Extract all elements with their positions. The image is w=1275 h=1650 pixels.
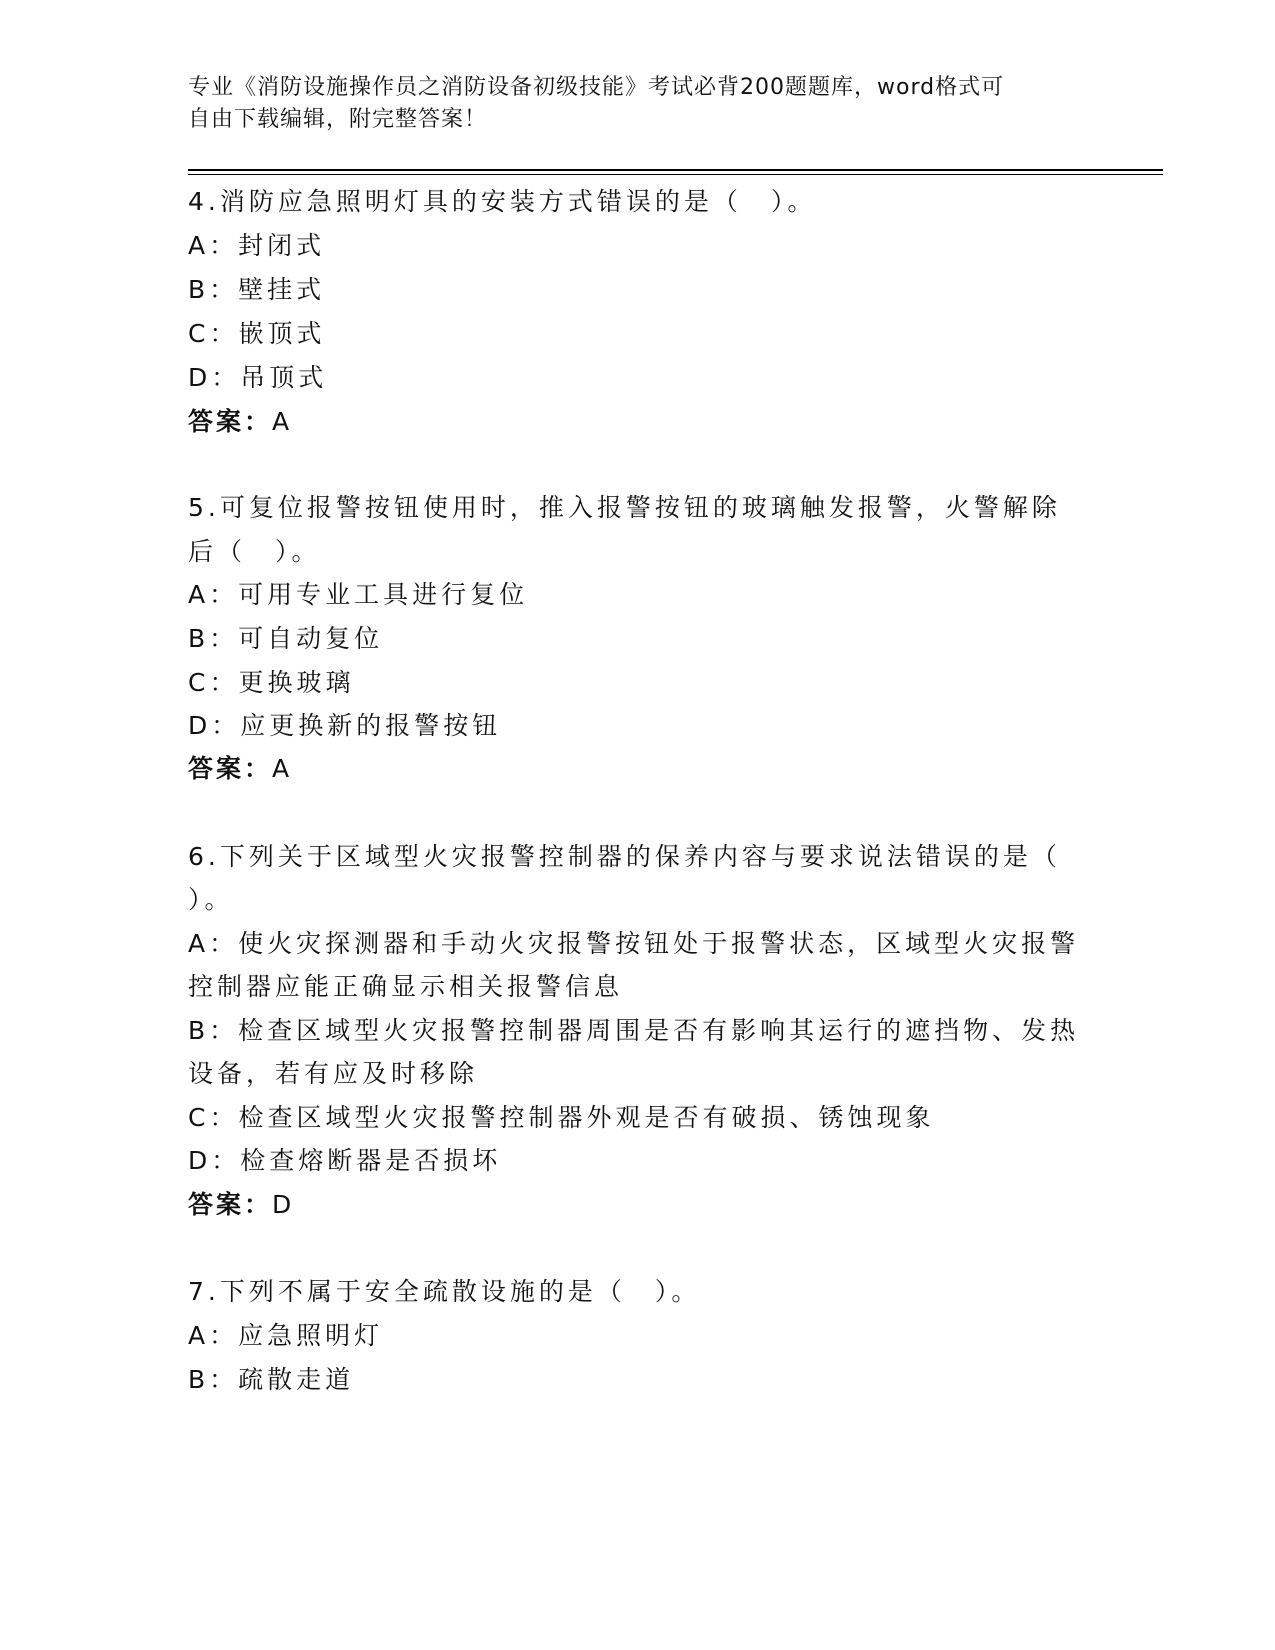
header-rule-thin — [188, 174, 1163, 175]
question-6-option-a-line-2: 控制器应能正确显示相关报警信息 — [188, 972, 624, 1001]
answer-label: 答案： — [188, 407, 273, 436]
question-6-option-c: C：检查区域型火灾报警控制器外观是否有破损、锈蚀现象 — [188, 1103, 935, 1132]
question-5-option-d: D：应更换新的报警按钮 — [188, 711, 502, 740]
question-4-text: 4.消防应急照明灯具的安装方式错误的是（ ）。 — [188, 187, 817, 216]
answer-value: A — [272, 407, 292, 436]
question-4-option-a: A：封闭式 — [188, 231, 326, 260]
question-4-option-b: B：壁挂式 — [188, 275, 326, 304]
answer-label: 答案： — [188, 754, 273, 783]
answer-value: D — [272, 1190, 294, 1219]
question-5-option-a: A：可用专业工具进行复位 — [188, 580, 529, 609]
question-5-text-line-1: 5.可复位报警按钮使用时，推入报警按钮的玻璃触发报警，火警解除 — [188, 493, 1061, 522]
question-4-answer — [188, 405, 291, 439]
question-6-answer — [188, 1188, 293, 1222]
question-5-option-c: C：更换玻璃 — [188, 668, 355, 697]
question-6-option-b-line-1: B：检查区域型火灾报警控制器周围是否有影响其运行的遮挡物、发热 — [188, 1016, 1080, 1045]
question-6-option-d: D：检查熔断器是否损坏 — [188, 1146, 502, 1175]
header-text-line-1: 专业《消防设施操作员之消防设备初级技能》考试必背200题题库，word格式可 — [188, 75, 1005, 100]
answer-label: 答案： — [188, 1190, 273, 1219]
question-6-option-b-line-2: 设备，若有应及时移除 — [188, 1059, 479, 1088]
question-6-text-line-1: 6.下列关于区域型火灾报警控制器的保养内容与要求说法错误的是（ — [188, 842, 1061, 871]
header-rule-thick — [188, 169, 1163, 171]
question-5-option-b: B：可自动复位 — [188, 624, 384, 653]
header-text-line-2: 自由下载编辑，附完整答案！ — [188, 107, 488, 132]
question-6-option-a-line-1: A：使火灾探测器和手动火灾报警按钮处于报警状态，区域型火灾报警 — [188, 929, 1080, 958]
question-7-option-a: A：应急照明灯 — [188, 1321, 384, 1350]
question-5-answer — [188, 752, 291, 786]
question-4-option-c: C：嵌顶式 — [188, 319, 326, 348]
question-4-option-d: D：吊顶式 — [188, 363, 328, 392]
question-6-text-line-2: ）。 — [188, 885, 234, 914]
question-7-option-b: B：疏散走道 — [188, 1365, 355, 1394]
question-5-text-line-2: 后（ ）。 — [188, 537, 321, 566]
question-7-text: 7.下列不属于安全疏散设施的是（ ）。 — [188, 1277, 701, 1306]
answer-value: A — [272, 754, 292, 783]
